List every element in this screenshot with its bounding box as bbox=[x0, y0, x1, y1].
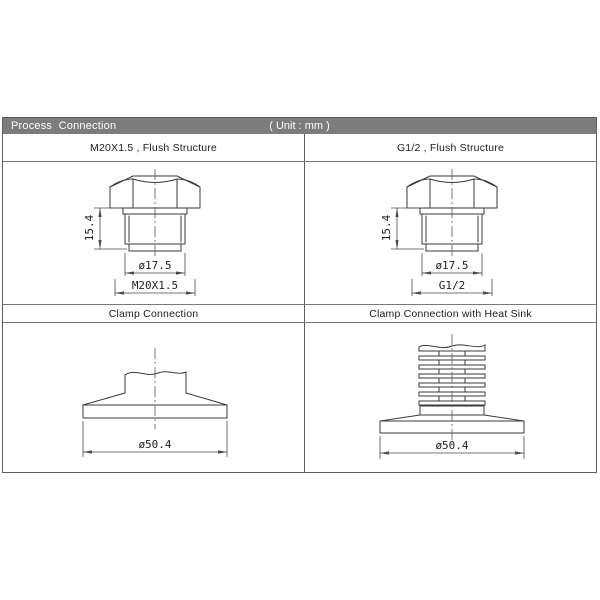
panel-title-m20-text: M20X1.5 , Flush Structure bbox=[90, 141, 217, 154]
panel-title-clamp bbox=[3, 305, 305, 322]
row-flush-titles bbox=[3, 134, 596, 162]
panel-title-m20 bbox=[3, 134, 305, 161]
unit-label: ( Unit : mm ) bbox=[269, 120, 330, 132]
thread-dimension bbox=[412, 279, 492, 296]
thread-dim-label: M20X1.5 bbox=[131, 279, 178, 292]
clamp-heatsink-drawing bbox=[306, 323, 596, 472]
g12-flush-drawing bbox=[306, 162, 596, 304]
panel-title-clamp-heatsink bbox=[305, 305, 596, 322]
m20-flush-drawing bbox=[9, 162, 299, 304]
panel-title-clamp-text: Clamp Connection bbox=[108, 307, 199, 320]
height-dim-label: 15.4 bbox=[82, 214, 96, 242]
table-title: Process Connection bbox=[11, 120, 117, 132]
height-dimension bbox=[380, 208, 424, 249]
height-dimension bbox=[83, 208, 127, 249]
clamp-drawing bbox=[9, 323, 299, 472]
panel-drawing-m20 bbox=[3, 162, 305, 304]
panel-drawing-g12 bbox=[305, 162, 596, 304]
panel-title-g12-text: G1/2 , Flush Structure bbox=[396, 141, 505, 154]
diameter-dim-label: ø50.4 bbox=[434, 439, 469, 452]
break-wave-fin bbox=[419, 345, 485, 351]
row-clamp-drawings bbox=[3, 323, 596, 472]
height-dim-label: 15.4 bbox=[379, 214, 393, 242]
panel-drawing-clamp bbox=[3, 323, 305, 472]
process-connection-table bbox=[2, 117, 597, 473]
panel-title-clamp-heatsink-text: Clamp Connection with Heat Sink bbox=[369, 307, 532, 320]
diameter-dim-label: ø50.4 bbox=[137, 438, 172, 451]
panel-drawing-clamp-heatsink bbox=[305, 323, 596, 472]
diameter-dimension bbox=[380, 436, 524, 459]
panel-title-g12 bbox=[305, 134, 596, 161]
diameter-dimension bbox=[125, 253, 185, 276]
row-clamp-titles bbox=[3, 305, 596, 323]
thread-dim-label: G1/2 bbox=[438, 279, 465, 292]
thread-dimension bbox=[115, 279, 195, 296]
diameter-dimension bbox=[422, 253, 482, 276]
table-title-bar bbox=[3, 118, 596, 134]
row-flush-drawings bbox=[3, 162, 596, 305]
break-wave-line bbox=[125, 372, 186, 375]
diameter-dim-label: ø17.5 bbox=[434, 259, 469, 272]
diameter-dim-label: ø17.5 bbox=[137, 259, 172, 272]
